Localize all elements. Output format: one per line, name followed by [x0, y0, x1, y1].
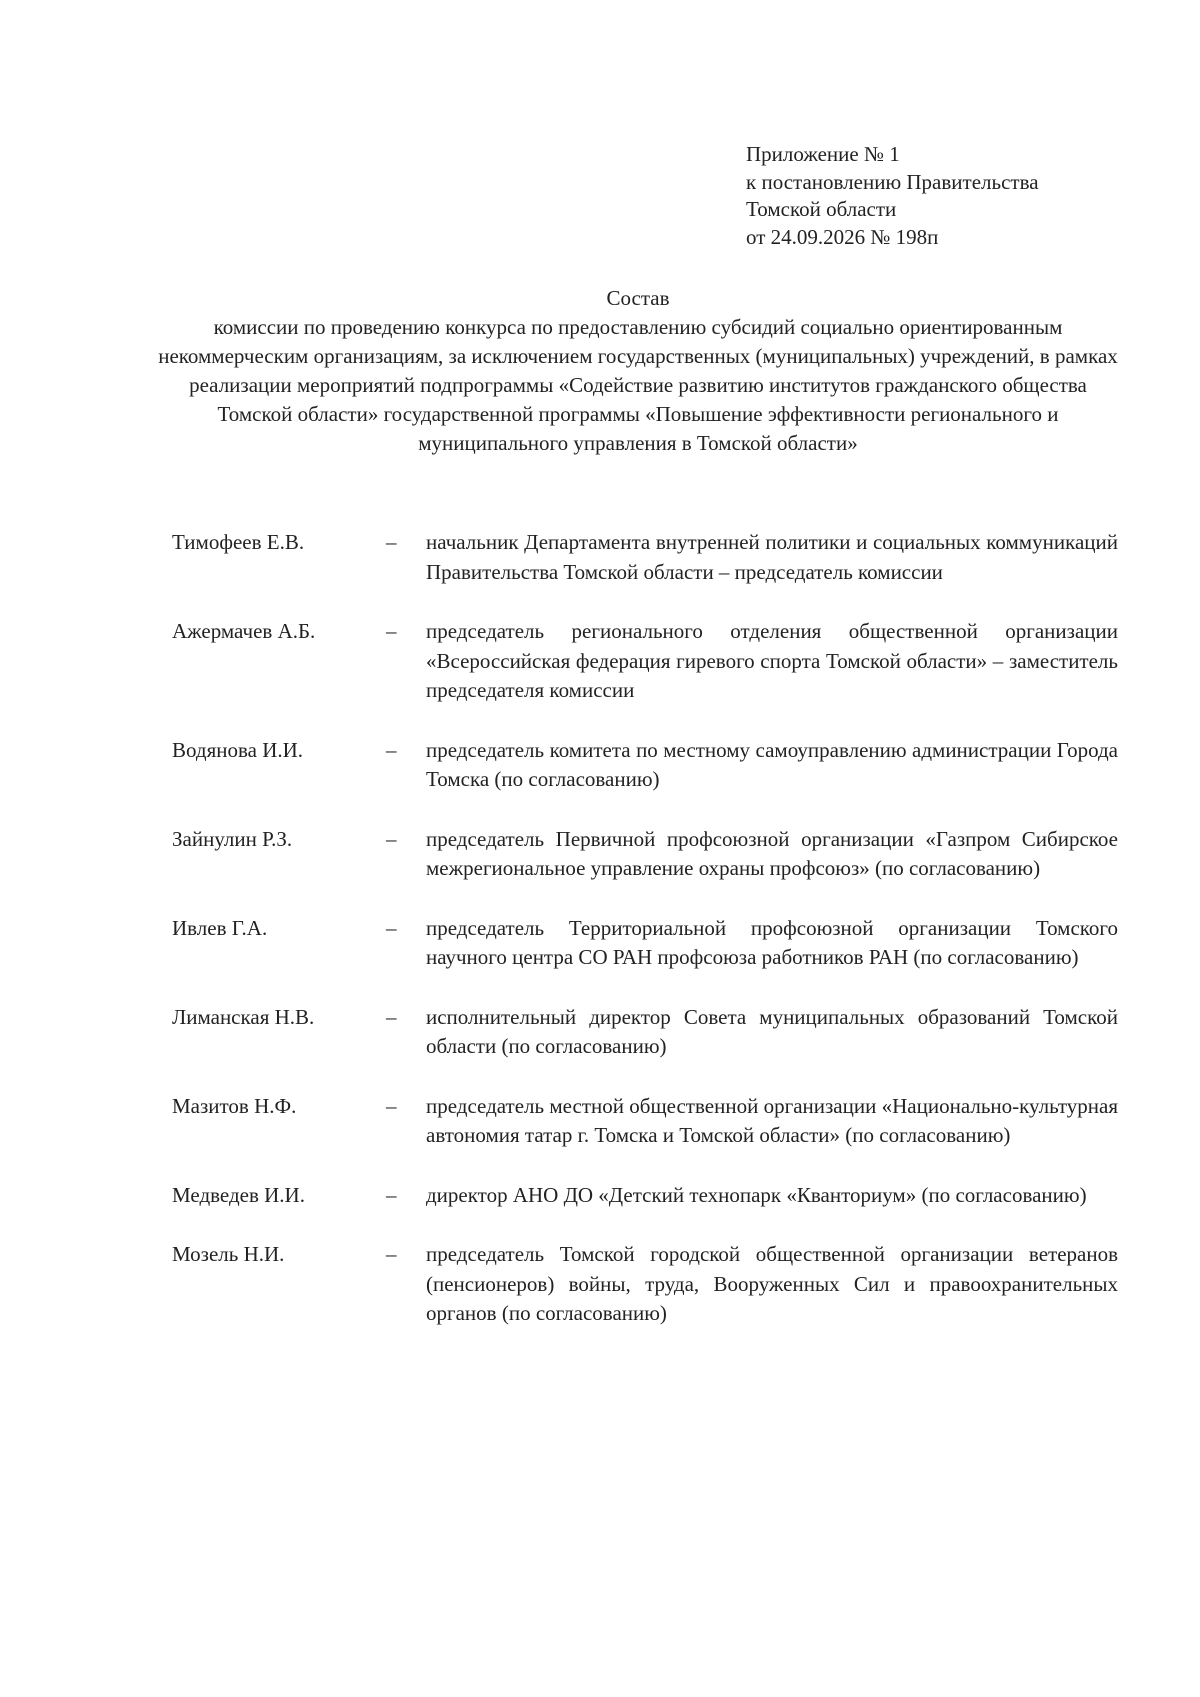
member-row	[172, 1092, 1118, 1151]
member-row	[172, 1240, 1118, 1329]
member-role: директор АНО ДО «Детский технопарк «Кванториум» (по согласованию)	[426, 1182, 1087, 1207]
member-name: Зайнулин Р.З.	[172, 826, 293, 851]
member-dash: –	[386, 1004, 397, 1029]
member-name: Медведев И.И.	[172, 1182, 305, 1207]
member-role: председатель местной общественной организации «Национально-культурная автономия татар г. Томска и Томской области» (по согласованию)	[426, 1093, 1118, 1147]
member-name: Мазитов Н.Ф.	[172, 1093, 297, 1118]
member-name: Тимофеев Е.В.	[172, 530, 305, 554]
member-dash: –	[386, 1093, 397, 1118]
member-dash: –	[386, 619, 397, 643]
appendix-date-number: от 24.09.2026 № 198п	[746, 224, 939, 249]
appendix-number: Приложение № 1	[746, 142, 900, 166]
member-dash: –	[386, 1242, 397, 1266]
member-row	[172, 914, 1118, 973]
member-row	[172, 825, 1118, 884]
appendix-resolution-ref: к постановлению Правительства	[746, 169, 1039, 194]
member-role: председатель Томской городской общественной организации ветеранов (пенсионеров) войны, труда, Вооруженных Сил и правоохранительных органов (по согласованию)	[426, 1242, 1118, 1325]
appendix-header	[746, 141, 1146, 251]
member-row	[172, 617, 1118, 706]
member-role: исполнительный директор Совета муниципальных образований Томской области (по согласованию)	[426, 1004, 1118, 1058]
member-row	[172, 1181, 1118, 1211]
member-name: Водянова И.И.	[172, 737, 304, 762]
member-dash: –	[386, 826, 397, 851]
member-name: Лиманская Н.В.	[172, 1004, 315, 1029]
document-subtitle: комиссии по проведению конкурса по предоставлению субсидий социально ориентированным некоммерческим организациям, за исключением государственных (муниципальных) учреждений, в рамках реализации мероприятий подпрограммы «Содействие развитию институтов гражданского общества Томской области» государственной программы «Повышение эффективности регионального и муниципального управления в Томской области»	[158, 315, 1118, 455]
document-heading: Состав	[606, 286, 670, 310]
member-row	[172, 736, 1118, 795]
member-row	[172, 1003, 1118, 1062]
member-role: начальник Департамента внутренней политики и социальных коммуникаций Правительства Томской области – председатель комиссии	[426, 530, 1118, 584]
member-name: Ивлев Г.А.	[172, 915, 268, 940]
member-name: Ажермачев А.Б.	[172, 619, 316, 643]
member-name: Мозель Н.И.	[172, 1242, 285, 1266]
member-list	[172, 528, 1118, 1359]
document-title-block	[158, 284, 1118, 458]
member-dash: –	[386, 737, 397, 762]
member-row	[172, 528, 1118, 587]
appendix-region: Томской области	[746, 197, 897, 221]
member-role: председатель Первичной профсоюзной организации «Газпром Сибирское межрегиональное управление охраны профсоюз» (по согласованию)	[426, 826, 1118, 880]
member-role: председатель комитета по местному самоуправлению администрации Города Томска (по согласованию)	[426, 737, 1118, 791]
member-role: председатель Территориальной профсоюзной организации Томского научного центра СО РАН профсоюза работников РАН (по согласованию)	[426, 915, 1118, 969]
member-dash: –	[386, 915, 397, 940]
member-role: председатель регионального отделения общественной организации «Всероссийская федерация гиревого спорта Томской области» – заместитель председателя комиссии	[426, 619, 1118, 702]
member-dash: –	[386, 530, 397, 554]
member-dash: –	[386, 1182, 397, 1207]
